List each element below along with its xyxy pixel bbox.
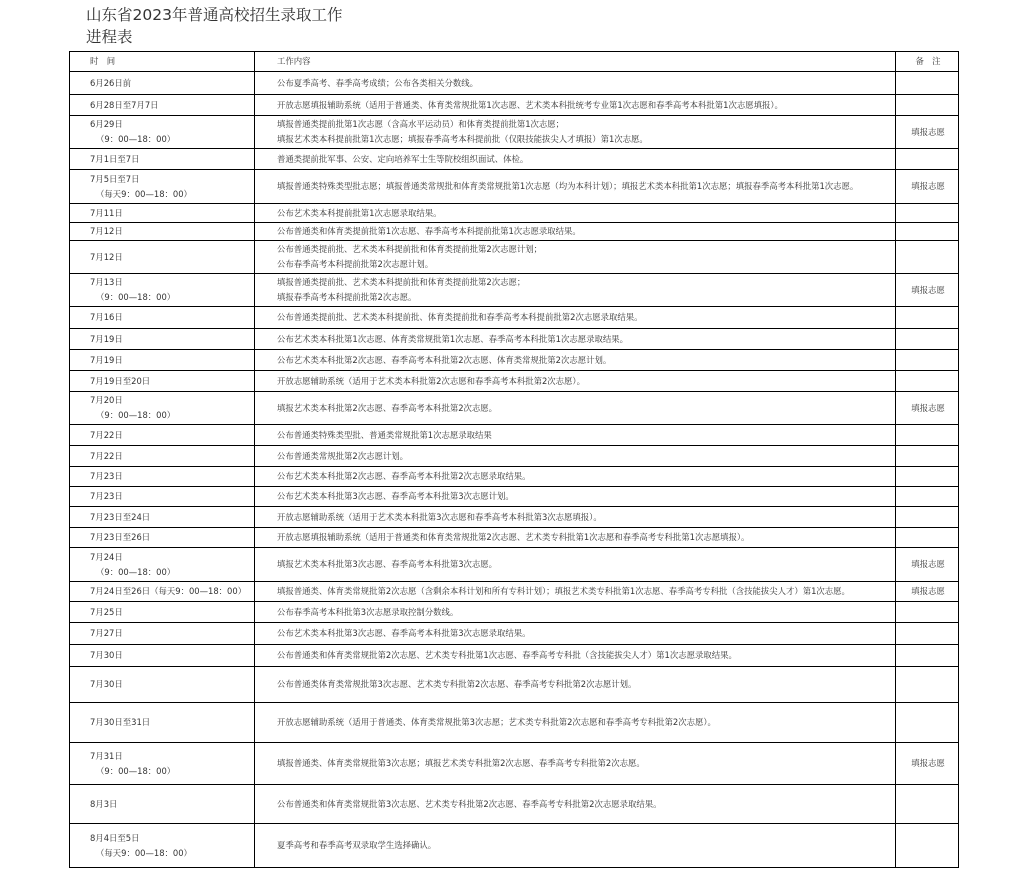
row-time: [70, 392, 255, 425]
row-time: [70, 645, 255, 667]
row-time-text: 7月30日: [90, 679, 123, 689]
row-content-line: 填报艺术类本科批第3次志愿、春季高考本科批第3次志愿。: [277, 559, 498, 569]
row-note: [896, 72, 959, 95]
row-content-line: 公布艺术类本科批第2次志愿、春季高考本科批第2次志愿、体育类常规批第2次志愿计划。: [277, 354, 612, 365]
table-row: [70, 667, 959, 703]
row-content-line: 公布艺术类本科批第2次志愿、春季高考本科批第2次志愿录取结果。: [277, 471, 531, 481]
row-time-text: 7月20日: [90, 395, 123, 405]
row-content-line: 开放志愿填报辅助系统（适用于普通类、体育类常规批第1次志愿、艺术类本科批统考专业第1次志愿和春季高考本科批第1次志愿填报）。: [277, 99, 783, 110]
row-note: 填报志愿: [896, 582, 959, 602]
row-time: [70, 425, 255, 446]
row-time-hours: （9：00—18：00）: [96, 765, 176, 776]
row-content-line: 公布春季高考本科批第3次志愿录取控制分数线。: [277, 606, 459, 617]
row-time-text: 7月30日: [90, 650, 123, 660]
row-time-text: 7月24日: [90, 551, 123, 562]
row-note: 填报志愿: [896, 743, 959, 785]
row-time-text: 7月25日: [90, 606, 123, 617]
row-time: [70, 329, 255, 350]
table-row: [70, 371, 959, 392]
row-time-text: 7月12日: [90, 226, 123, 236]
row-note: [896, 223, 959, 241]
row-note: [896, 446, 959, 467]
row-time-text: 7月23日: [90, 491, 123, 501]
table-row: [70, 116, 959, 149]
row-time: [70, 743, 255, 785]
row-time-text: 6月29日: [90, 119, 123, 129]
row-time: [70, 507, 255, 528]
table-row: [70, 350, 959, 371]
row-time-text: 7月27日: [90, 628, 123, 638]
row-note: [896, 467, 959, 487]
table-row: [70, 528, 959, 548]
row-time-text: 7月1日至7日: [90, 153, 140, 164]
table-row: [70, 645, 959, 667]
row-content-line: 填报普通类、体育类常规批第2次志愿（含剩余本科计划和所有专科计划）；填报艺术类专科批第1次志愿、春季高考专科批（含技能拔尖人才）第1次志愿。: [277, 586, 850, 596]
row-note: [896, 241, 959, 274]
row-content-line: 填报普通类提前批第1次志愿（含高水平运动员）和体育类提前批第1次志愿；: [277, 119, 565, 129]
row-time-hours: （每天9：00—18：00）: [96, 188, 192, 199]
table-row: [70, 241, 959, 274]
table-row: [70, 149, 959, 170]
row-time-text: 7月13日: [90, 277, 123, 287]
row-content: [255, 446, 896, 467]
row-note: [896, 95, 959, 116]
row-content-line: 公布艺术类本科批第3次志愿、春季高考本科批第3次志愿录取结果。: [277, 628, 531, 638]
row-time: [70, 467, 255, 487]
row-time: [70, 824, 255, 868]
row-content: [255, 645, 896, 667]
row-time: [70, 446, 255, 467]
row-time-text: 7月23日: [90, 471, 123, 481]
row-note: [896, 703, 959, 743]
row-time-text: 7月30日至31日: [90, 717, 151, 727]
row-note: [896, 528, 959, 548]
table-body: [70, 72, 959, 868]
row-content: [255, 371, 896, 392]
row-content: [255, 223, 896, 241]
row-time: [70, 623, 255, 645]
row-content: [255, 95, 896, 116]
row-content: [255, 824, 896, 868]
row-content-line: 公布普通类和体育类常规批第2次志愿、艺术类专科批第1次志愿、春季高考专科批（含技能拔尖人才）第1次志愿录取结果。: [277, 650, 737, 660]
row-content-line: 开放志愿辅助系统（适用于艺术类本科批第3次志愿和春季高考本科批第3次志愿填报）。: [277, 511, 602, 522]
row-content: [255, 204, 896, 223]
row-content: [255, 528, 896, 548]
row-content-line: 公布普通类体育类常规批第3次志愿、艺术类专科批第2次志愿、春季高考专科批第2次志愿计划。: [277, 679, 637, 689]
row-content-line: 公布艺术类本科批第1次志愿、体育类常规批第1次志愿、春季高考本科批第1次志愿录取结果。: [277, 333, 628, 344]
row-content-line: 公布普通类提前批、艺术类本科提前批、体育类提前批和春季高考本科提前批第2次志愿录取结果。: [277, 312, 643, 322]
row-time: [70, 116, 255, 149]
row-content: [255, 548, 896, 582]
row-time-text: 7月16日: [90, 312, 123, 322]
row-content-line: 公布春季高考本科提前批第2次志愿计划。: [277, 259, 434, 269]
row-time-text: 7月11日: [90, 207, 123, 218]
row-time-text: 7月23日至24日: [90, 511, 151, 522]
header-content: 工作内容: [255, 52, 896, 72]
row-content: [255, 350, 896, 371]
page-title-line-1: 山东省2023年普通高校招生录取工作: [86, 6, 343, 24]
row-note: 填报志愿: [896, 392, 959, 425]
row-time-text: 8月3日: [90, 798, 118, 809]
table-row: [70, 392, 959, 425]
table-row: [70, 170, 959, 204]
row-content: [255, 425, 896, 446]
row-content: [255, 582, 896, 602]
row-time: [70, 170, 255, 204]
row-content-line: 公布普通类特殊类型批、普通类常规批第1次志愿录取结果: [277, 429, 492, 440]
row-time-text: 7月5日至7日: [90, 173, 140, 184]
row-content: [255, 667, 896, 703]
row-time-text: 7月19日: [90, 333, 123, 344]
table-row: [70, 307, 959, 329]
row-time: [70, 785, 255, 824]
header-note: 备 注: [896, 52, 959, 72]
table-header-row: [70, 52, 959, 72]
row-time: [70, 582, 255, 602]
table-row: [70, 623, 959, 645]
row-content: [255, 307, 896, 329]
row-content: [255, 72, 896, 95]
header-time: 时 间: [70, 52, 255, 72]
row-content-line: 公布普通类和体育类提前批第1次志愿、春季高考本科提前批第1次志愿录取结果。: [277, 226, 581, 236]
row-content-line: 公布普通类提前批、艺术类本科提前批和体育类提前批第2次志愿计划；: [277, 244, 542, 254]
row-time: [70, 528, 255, 548]
table-row: [70, 204, 959, 223]
row-content: [255, 743, 896, 785]
row-content-line: 填报普通类特殊类型批志愿；填报普通类常规批和体育类常规批第1次志愿（均为本科计划）；填报艺术类本科批第1次志愿；填报春季高考本科批第1次志愿。: [277, 181, 859, 191]
table-row: [70, 223, 959, 241]
table-row: [70, 743, 959, 785]
row-time-text: 7月12日: [90, 251, 123, 262]
row-content: [255, 623, 896, 645]
row-content-line: 普通类提前批军事、公安、定向培养军士生等院校组织面试、体检。: [277, 153, 529, 164]
row-note: 填报志愿: [896, 116, 959, 149]
row-time-text: 8月4日至5日: [90, 832, 140, 843]
schedule-table: [69, 51, 959, 868]
row-content: [255, 703, 896, 743]
row-content-line: 填报普通类提前批、艺术类本科提前批和体育类提前批第2次志愿；: [277, 277, 526, 287]
row-note: [896, 329, 959, 350]
row-content: [255, 241, 896, 274]
row-content: [255, 170, 896, 204]
row-time: [70, 72, 255, 95]
table-row: [70, 72, 959, 95]
row-content-line: 夏季高考和春季高考双录取学生选择确认。: [277, 840, 437, 850]
page-title: [86, 4, 486, 48]
row-note: 填报志愿: [896, 170, 959, 204]
row-time-text: 7月19日: [90, 354, 123, 365]
table-row: [70, 548, 959, 582]
row-time: [70, 307, 255, 329]
row-content: [255, 149, 896, 170]
row-time: [70, 703, 255, 743]
table-row: [70, 602, 959, 623]
row-note: [896, 785, 959, 824]
row-content: [255, 274, 896, 307]
row-content-line: 填报艺术类本科批第2次志愿、春季高考本科批第2次志愿。: [277, 402, 498, 413]
row-time-text: 7月31日: [90, 750, 123, 761]
row-time-text: 6月28日至7月7日: [90, 99, 159, 110]
page-title-line-2: 进程表: [86, 28, 133, 46]
row-content: [255, 507, 896, 528]
row-content-line: 填报春季高考本科提前批第2次志愿。: [277, 292, 417, 302]
row-note: [896, 667, 959, 703]
row-note: [896, 623, 959, 645]
row-time-text: 7月22日: [90, 450, 123, 461]
row-note: [896, 425, 959, 446]
row-content-line: 公布艺术类本科批第3次志愿、春季高考本科批第3次志愿计划。: [277, 491, 514, 501]
table-row: [70, 824, 959, 868]
row-time-text: 6月26日前: [90, 77, 132, 88]
row-content-line: 公布普通类和体育类常规批第3次志愿、艺术类专科批第2次志愿、春季高考专科批第2次志愿录取结果。: [277, 798, 662, 809]
row-time-text: 7月24日至26日（每天9：00—18：00）: [90, 586, 247, 596]
table-row: [70, 487, 959, 507]
row-content-line: 填报普通类、体育类常规批第3次志愿；填报艺术类专科批第2次志愿、春季高考专科批第2次志愿。: [277, 758, 645, 768]
table-row: [70, 329, 959, 350]
row-content: [255, 602, 896, 623]
row-time-hours: （每天9：00—18：00）: [96, 847, 192, 858]
row-note: [896, 149, 959, 170]
row-time-text: 7月23日至26日: [90, 532, 151, 542]
row-time-hours: （9：00—18：00）: [96, 292, 176, 302]
row-time-text: 7月22日: [90, 429, 123, 440]
row-time: [70, 667, 255, 703]
row-time: [70, 149, 255, 170]
row-content-line: 开放志愿辅助系统（适用于普通类、体育类常规批第3次志愿；艺术类专科批第2次志愿和春季高考专科批第2次志愿）。: [277, 717, 716, 727]
row-note: [896, 350, 959, 371]
table-row: [70, 785, 959, 824]
row-time: [70, 241, 255, 274]
row-content: [255, 487, 896, 507]
row-content: [255, 329, 896, 350]
row-time: [70, 548, 255, 582]
table-row: [70, 446, 959, 467]
row-time-hours: （9：00—18：00）: [96, 566, 176, 577]
row-time: [70, 274, 255, 307]
row-note: 填报志愿: [896, 274, 959, 307]
row-time: [70, 95, 255, 116]
table-row: [70, 703, 959, 743]
row-time: [70, 223, 255, 241]
row-content-line: 填报艺术类本科提前批第1次志愿；填报春季高考本科提前批（仅限技能拔尖人才填报）第1次志愿。: [277, 134, 648, 144]
row-time-hours: （9：00—18：00）: [96, 134, 176, 144]
row-note: 填报志愿: [896, 548, 959, 582]
row-note: [896, 507, 959, 528]
row-content: [255, 116, 896, 149]
table-row: [70, 467, 959, 487]
row-time-text: 7月19日至20日: [90, 375, 151, 386]
row-time: [70, 371, 255, 392]
row-time: [70, 602, 255, 623]
row-content: [255, 785, 896, 824]
row-content: [255, 392, 896, 425]
row-time: [70, 350, 255, 371]
row-note: [896, 204, 959, 223]
row-note: [896, 371, 959, 392]
row-note: [896, 307, 959, 329]
row-time: [70, 487, 255, 507]
row-content-line: 公布普通类常规批第2次志愿计划。: [277, 450, 408, 461]
table-row: [70, 582, 959, 602]
row-content: [255, 467, 896, 487]
row-time: [70, 204, 255, 223]
table-row: [70, 507, 959, 528]
table-row: [70, 425, 959, 446]
row-time-hours: （9：00—18：00）: [96, 410, 176, 420]
row-note: [896, 487, 959, 507]
table-row: [70, 95, 959, 116]
row-content-line: 公布艺术类本科提前批第1次志愿录取结果。: [277, 207, 442, 218]
table-row: [70, 274, 959, 307]
row-note: [896, 645, 959, 667]
row-note: [896, 824, 959, 868]
row-content-line: 公布夏季高考、春季高考成绩；公布各类相关分数线。: [277, 77, 478, 88]
row-content-line: 开放志愿填报辅助系统（适用于普通类和体育类常规批第2次志愿、艺术类专科批第1次志愿和春季高考专科批第1次志愿填报）。: [277, 532, 750, 542]
row-note: [896, 602, 959, 623]
row-content-line: 开放志愿辅助系统（适用于艺术类本科批第2次志愿和春季高考本科批第2次志愿）。: [277, 375, 585, 386]
